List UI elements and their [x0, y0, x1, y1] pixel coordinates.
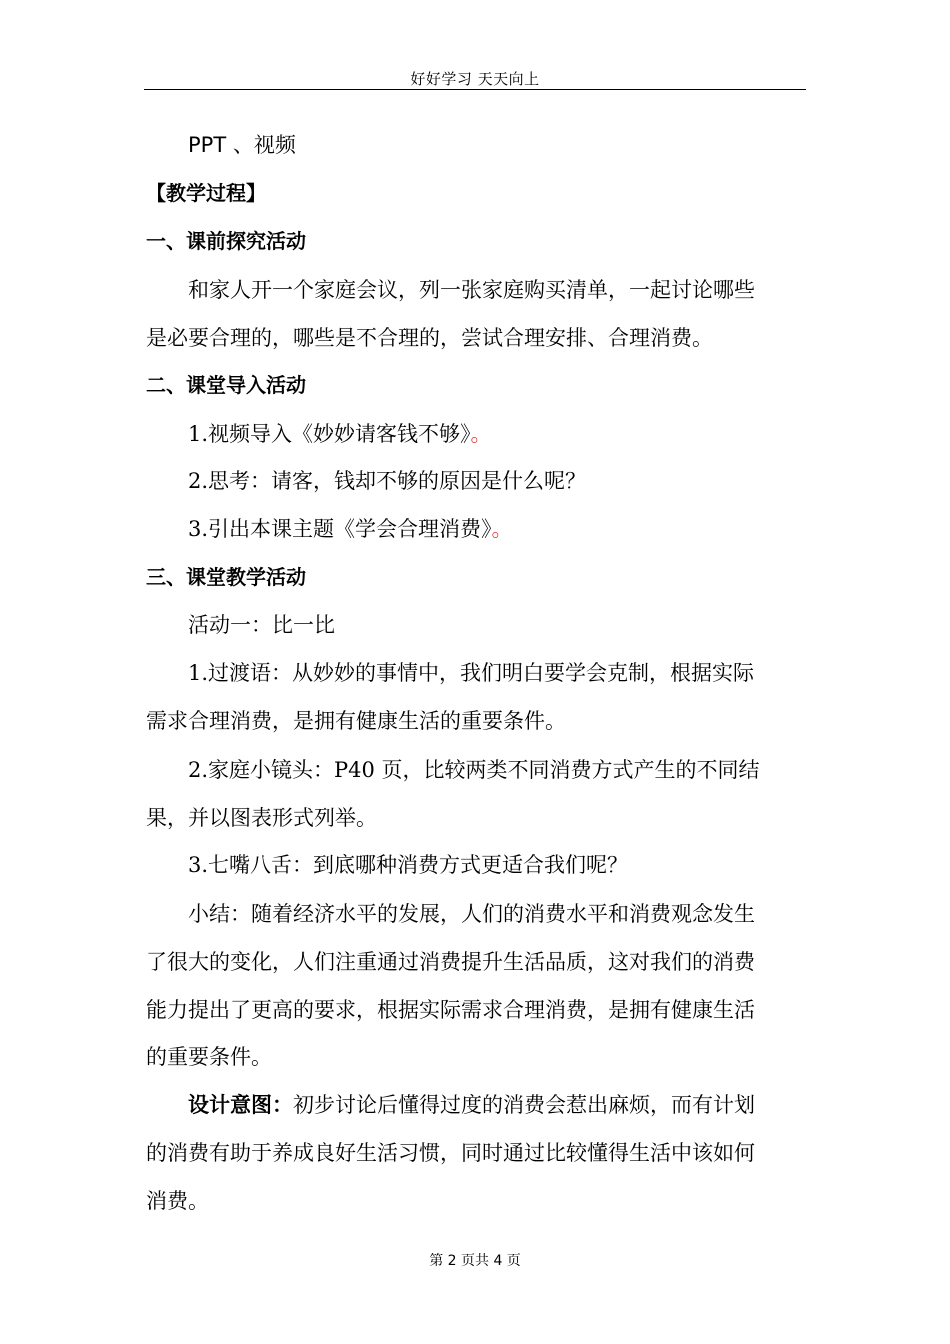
part1-heading: 一、课前探究活动 [146, 229, 306, 253]
design-intent-line1 [188, 1093, 858, 1117]
part2-item3-mark: 。 [491, 517, 513, 541]
part2-heading: 二、课堂导入活动 [146, 373, 306, 397]
summary-line1: 小结：随着经济水平的发展，人们的消费水平和消费观念发生 [188, 902, 755, 926]
part1-paragraph-line1: 和家人开一个家庭会议，列一张家庭购买清单，一起讨论哪些 [188, 278, 755, 302]
design-intent-line3: 消费。 [146, 1189, 209, 1213]
header-slogan: 好好学习 天天向上 [410, 70, 540, 88]
part2-item1-text: 1.视频导入《妙妙请客钱不够》 [188, 422, 471, 446]
part3-p2-line2: 果，并以图表形式列举。 [146, 806, 377, 830]
summary-line4: 的重要条件。 [146, 1045, 272, 1069]
part3-p1-line1: 1.过渡语：从妙妙的事情中，我们明白要学会克制，根据实际 [188, 661, 755, 685]
part3-heading: 三、课堂教学活动 [146, 565, 306, 589]
design-intent-text: 初步讨论后懂得过度的消费会惹出麻烦，而有计划 [293, 1093, 755, 1117]
part3-p1-line2: 需求合理消费，是拥有健康生活的重要条件。 [146, 709, 566, 733]
materials-line: PPT 、视频 [188, 133, 296, 157]
summary-line2: 了很大的变化，人们注重通过消费提升生活品质，这对我们的消费 [146, 950, 755, 974]
part2-item3 [188, 517, 858, 541]
part2-item1 [188, 422, 858, 446]
part2-item1-mark: 。 [470, 422, 492, 446]
section-title: 【教学过程】 [146, 181, 266, 205]
design-intent-line2: 的消费有助于养成良好生活习惯，同时通过比较懂得生活中该如何 [146, 1141, 755, 1165]
header-divider [144, 89, 806, 90]
part2-item3-text: 3.引出本课主题《学会合理消费》 [188, 517, 492, 541]
part3-p2-line1: 2.家庭小镜头：P40 页，比较两类不同消费方式产生的不同结 [188, 758, 760, 782]
part2-item2: 2.思考：请客，钱却不够的原因是什么呢？ [188, 469, 587, 493]
part3-p3-line1: 3.七嘴八舌：到底哪种消费方式更适合我们呢？ [188, 853, 629, 877]
page-number: 第 2 页共 4 页 [429, 1253, 521, 1269]
activity-title: 活动一：比一比 [188, 613, 335, 637]
part1-paragraph-line2: 是必要合理的，哪些是不合理的，尝试合理安排、合理消费。 [146, 326, 713, 350]
summary-line3: 能力提出了更高的要求，根据实际需求合理消费，是拥有健康生活 [146, 998, 755, 1022]
design-intent-label: 设计意图： [188, 1093, 293, 1117]
